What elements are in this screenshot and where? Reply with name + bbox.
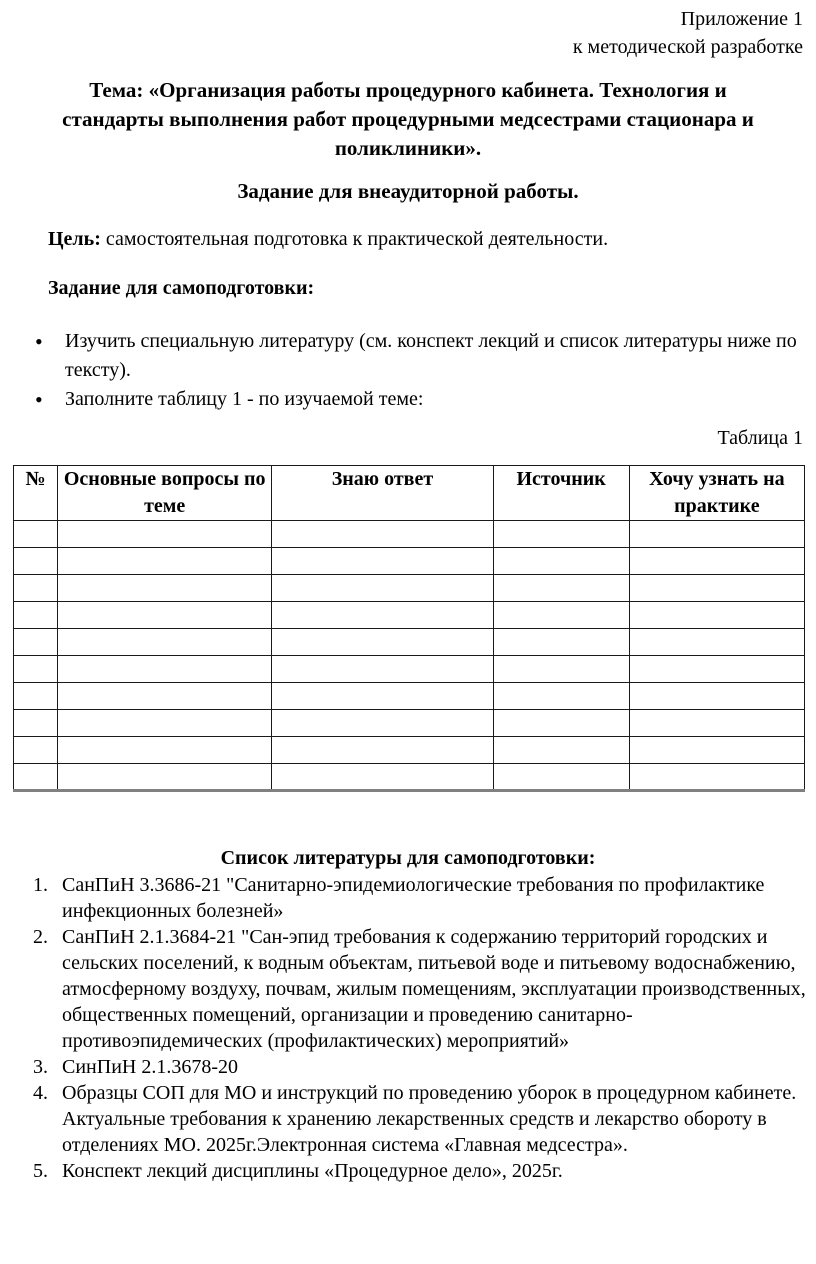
literature-item: СанПиН 3.3686-21 "Санитарно-эпидемиологические требования по профилактике инфекционных болезней» xyxy=(62,874,765,922)
table-empty-cell xyxy=(629,737,804,764)
table-empty-cell xyxy=(272,548,493,575)
document-title: Тема: «Организация работы процедурного кабинета. Технология и стандарты выполнения работ процедурными медсестрами стационара и поликлиники». xyxy=(62,78,754,160)
table-header-main-questions: Основные вопросы по теме xyxy=(58,466,272,521)
table-empty-cell xyxy=(14,656,58,683)
table-empty-cell xyxy=(14,521,58,548)
table-empty-cell xyxy=(629,710,804,737)
goal-label: Цель: xyxy=(48,228,101,250)
table-empty-cell xyxy=(629,656,804,683)
literature-item: СинПиН 2.1.3678-20 xyxy=(62,1056,238,1078)
table-empty-cell xyxy=(272,764,493,791)
table-empty-cell xyxy=(58,602,272,629)
table-empty-cell xyxy=(14,737,58,764)
table-caption: Таблица 1 xyxy=(717,427,803,449)
appendix-reference-line2: к методической разработке xyxy=(572,36,803,58)
table-empty-cell xyxy=(58,656,272,683)
table-empty-cell xyxy=(14,629,58,656)
table-empty-cell xyxy=(14,764,58,791)
table-empty-cell xyxy=(493,602,629,629)
table-empty-cell xyxy=(272,575,493,602)
bullet-item: • Заполните таблицу 1 - по изучаемой теме: xyxy=(65,385,812,414)
table-empty-cell xyxy=(493,737,629,764)
self-study-table xyxy=(13,465,805,792)
table-empty-row xyxy=(14,602,805,629)
goal-paragraph xyxy=(0,225,816,254)
literature-list xyxy=(0,872,816,1184)
table-empty-cell xyxy=(629,764,804,791)
table-empty-row xyxy=(14,575,805,602)
appendix-reference-line1: Приложение 1 xyxy=(680,8,803,30)
table-empty-row xyxy=(14,764,805,791)
table-empty-row xyxy=(14,521,805,548)
table-empty-row xyxy=(14,629,805,656)
table-empty-cell xyxy=(272,656,493,683)
table-empty-cell xyxy=(493,683,629,710)
table-empty-cell xyxy=(493,656,629,683)
table-header-want-to-learn: Хочу узнать на практике xyxy=(629,466,804,521)
table-empty-cell xyxy=(14,548,58,575)
table-empty-row xyxy=(14,548,805,575)
table-empty-cell xyxy=(14,575,58,602)
table-empty-cell xyxy=(58,575,272,602)
table-empty-cell xyxy=(58,629,272,656)
table-empty-cell xyxy=(493,764,629,791)
table-empty-cell xyxy=(58,683,272,710)
table-empty-cell xyxy=(629,602,804,629)
table-empty-cell xyxy=(493,629,629,656)
table-empty-cell xyxy=(58,548,272,575)
literature-item: Конспект лекций дисциплины «Процедурное дело», 2025г. xyxy=(62,1160,563,1182)
table-empty-cell xyxy=(493,575,629,602)
table-body xyxy=(14,521,805,791)
table-empty-row xyxy=(14,737,805,764)
table-header-number: № xyxy=(14,466,58,521)
table-empty-row xyxy=(14,656,805,683)
table-empty-cell xyxy=(272,521,493,548)
table-empty-cell xyxy=(272,710,493,737)
goal-text: самостоятельная подготовка к практической деятельности. xyxy=(105,228,609,250)
literature-heading: Список литературы для самоподготовки: xyxy=(220,847,596,869)
table-empty-cell xyxy=(58,737,272,764)
table-empty-cell xyxy=(272,602,493,629)
table-empty-cell xyxy=(629,575,804,602)
table-empty-cell xyxy=(493,548,629,575)
table-empty-cell xyxy=(58,710,272,737)
table-header xyxy=(14,466,805,521)
table-header-source: Источник xyxy=(493,466,629,521)
table-empty-cell xyxy=(58,521,272,548)
table-empty-cell xyxy=(58,764,272,791)
literature-item: СанПиН 2.1.3684-21 "Сан-эпид требования к содержанию территорий городских и сельских поселений, к водным объектам, питьевой воде и питьевому водоснабжению, атмосферному воздуху, почвам, жилым помещениям, эксплуатации производственных, общественных помещений, организации и проведению санитарно-противоэпидемических (профилактических) мероприятий» xyxy=(62,926,806,1052)
table-empty-cell xyxy=(629,683,804,710)
selfprep-bullet-list xyxy=(0,327,816,414)
table-header-know-answer: Знаю ответ xyxy=(272,466,493,521)
table-empty-cell xyxy=(272,737,493,764)
table-empty-cell xyxy=(14,602,58,629)
table-empty-cell xyxy=(493,521,629,548)
table-empty-row xyxy=(14,683,805,710)
table-empty-cell xyxy=(629,521,804,548)
table-empty-cell xyxy=(272,683,493,710)
table-header-row xyxy=(14,466,805,521)
appendix-reference xyxy=(0,5,816,61)
table-empty-cell xyxy=(14,683,58,710)
table-empty-cell xyxy=(14,710,58,737)
table-empty-cell xyxy=(272,629,493,656)
selfprep-heading: Задание для самоподготовки: xyxy=(48,277,315,299)
table-empty-cell xyxy=(493,710,629,737)
bullet-item: • Изучить специальную литературу (см. конспект лекций и список литературы ниже по тексту). xyxy=(65,327,812,385)
document-subtitle: Задание для внеаудиторной работы. xyxy=(237,179,579,203)
literature-item: Образцы СОП для МО и инструкций по проведению уборок в процедурном кабинете. Актуальные требования к хранению лекарственных средств и лекарство обороту в отделениях МО. 2025г.Электронная система «Главная медсестра». xyxy=(62,1082,797,1156)
table-empty-row xyxy=(14,710,805,737)
table-empty-cell xyxy=(629,629,804,656)
table-empty-cell xyxy=(629,548,804,575)
